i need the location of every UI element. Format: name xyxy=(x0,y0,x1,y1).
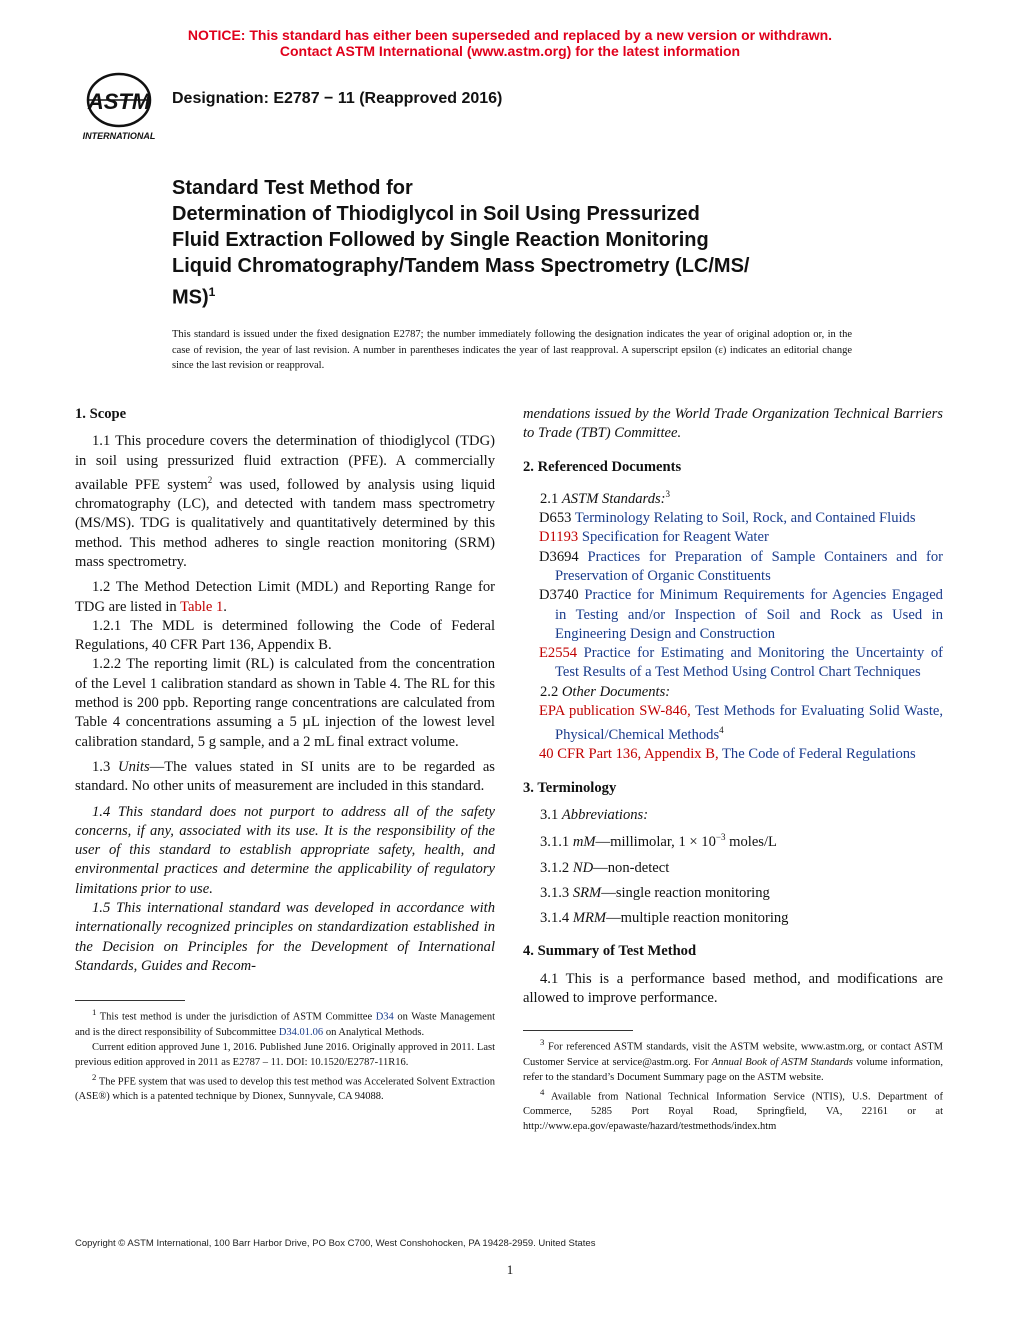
term-mrm: 3.1.4 MRM—multiple reaction monitoring xyxy=(540,910,789,927)
para-1-5-continued: mendations issued by the World Trade Organization Technical Barriers to Trade (TBT) Committee. xyxy=(523,406,943,442)
title-line-1: Standard Test Method for xyxy=(172,177,413,199)
ref-d3740[interactable]: D3740 Practice for Minimum Requirements for Agencies Engaged in Testing and/or Inspection of Soil and Rock as Used in Engineering Design and Construction xyxy=(539,587,943,642)
footnote-4: $^4$ Available from National Technical Information Service (NTIS), U.S. Department of Commerce, 5285 Port Royal Road, Springfield, VA, 22161 or at http://www.epa.gov/epawaste/hazard/testmethods/index.htm xyxy=(523,1086,943,1133)
para-1-1: 1.1 This procedure covers the determination of thiodiglycol (TDG) in soil using pressurized fluid extraction (PFE). A commercially available PFE system$^2$ was used, followed by analysis using liquid chromatography (LC), and detected with tandem mass spectrometry (MS/MS). TDG is qualitatively and quantitatively determined by this method. This method adheres to single reaction monitoring (SRM) mass spectrometry. xyxy=(75,433,495,570)
footnote-1: $^1$ This test method is under the jurisdiction of ASTM Committee D34 on Waste Management and is the direct responsibility of Subcommittee D34.01.06 on Analytical Methods. xyxy=(75,1007,495,1038)
ref-d1193[interactable]: D1193 Specification for Reagent Water xyxy=(539,529,769,546)
page-number: 1 xyxy=(506,1262,514,1277)
right-column xyxy=(523,405,943,1134)
para-1-2-1: 1.2.1 The MDL is determined following the Code of Federal Regulations, 40 CFR Part 136, Appendix B. xyxy=(75,617,495,654)
section-1-heading: 1. Scope xyxy=(75,406,127,422)
term-mm: 3.1.1 mM—millimolar, $1 \times 10^{-3}$ moles/L xyxy=(540,832,777,851)
term-srm: 3.1.3 SRM—single reaction monitoring xyxy=(540,884,770,901)
astm-standards-label: 2.1 ASTM Standards:$^3$ xyxy=(540,488,671,507)
footnote-2: $^2$ The PFE system that was used to develop this test method was Accelerated Solvent Extraction (ASE®) which is a patented technique by Dionex, Sunnyvale, CA 94088. xyxy=(75,1071,495,1103)
other-documents-label: 2.2 Other Documents: xyxy=(540,683,671,700)
ref-d3694[interactable]: D3694 Practices for Preparation of Sample Containers and for Preservation of Organic Constituents xyxy=(539,548,943,584)
term-nd: 3.1.2 ND—non-detect xyxy=(540,859,670,876)
footnote-1-edition: Current edition approved June 1, 2016. Published June 2016. Originally approved in 2011. Last previous edition approved in 2011 as E2787 – 11. DOI: 10.1520/E2787-11R16. xyxy=(75,1041,495,1068)
footnote-3: $^3$ For referenced ASTM standards, visit the ASTM website, www.astm.org, or contact ASTM Customer Service at service@astm.org. For Annual Book of ASTM Standards volume information, refer to the standard’s Document Summary page on the ASTM website. xyxy=(523,1037,943,1083)
para-4-1: 4.1 This is a performance based method, and modifications are allowed to improve performance. xyxy=(523,970,943,1006)
astm-logo-mark xyxy=(78,72,160,142)
section-2-heading: 2. Referenced Documents xyxy=(523,458,682,475)
section-3-heading: 3. Terminology xyxy=(523,779,617,796)
para-1-2-2: 1.2.2 The reporting limit (RL) is calculated from the concentration of the Level 1 calibration standard as shown in Table 4. The RL for this method is 200 ppb. Reporting range concentrations are calculated from Table 4 concentrations assuming a 5 µL injection of the lowest level calibration standard, 5 g sample, and a 2 mL final extract volume. xyxy=(75,656,495,750)
ref-epa-sw846[interactable]: EPA publication SW-846, Test Methods for Evaluating Solid Waste, Physical/Chemical Methods$^4$ xyxy=(539,703,943,744)
ref-40cfr136[interactable]: 40 CFR Part 136, Appendix B, The Code of Federal Regulations xyxy=(539,746,916,763)
ref-e2554[interactable]: E2554 Practice for Estimating and Monitoring the Uncertainty of Test Results of a Test Method Using Control Chart Techniques xyxy=(539,645,943,681)
section-4-heading: 4. Summary of Test Method xyxy=(523,943,697,960)
title-line-5: MS) xyxy=(172,286,209,309)
withdrawal-notice xyxy=(0,27,1020,59)
notice-line-2: Contact ASTM International (www.astm.org) for the latest information xyxy=(279,43,741,59)
notice-line-1: NOTICE: This standard has either been superseded and replaced by a new version or withdrawn. xyxy=(187,27,833,43)
d34-link[interactable]: D34 xyxy=(375,1011,394,1023)
para-1-2: 1.2 The Method Detection Limit (MDL) and Reporting Range for TDG are listed in Table 1. xyxy=(75,579,495,615)
astm-logo xyxy=(78,72,160,142)
abbreviations-label: 3.1 Abbreviations: xyxy=(540,807,649,824)
d34-01-06-link[interactable]: D34.01.06 xyxy=(278,1026,324,1038)
designation: Designation: E2787 − 11 (Reapproved 2016) xyxy=(172,90,503,107)
ref-d653[interactable]: D653 Terminology Relating to Soil, Rock, and Contained Fluids xyxy=(539,510,916,527)
para-1-4: 1.4 This standard does not purport to address all of the safety concerns, if any, associated with its use. It is the responsibility of the user of this standard to establish appropriate safety, health, and environmental practices and determine the applicability of regulatory limitations prior to use. xyxy=(75,803,495,897)
logo-letters: ASTM xyxy=(87,89,151,114)
para-1-3: 1.3 Units—The values stated in SI units are to be regarded as standard. No other units of measurement are included in this standard. xyxy=(75,758,495,795)
logo-label: INTERNATIONAL xyxy=(82,131,156,141)
copyright-footer: Copyright © ASTM International, 100 Barr Harbor Drive, PO Box C700, West Conshohocken, PA 19428-2959. United States xyxy=(75,1238,596,1249)
title-line-3: Fluid Extraction Followed by Single Reaction Monitoring xyxy=(172,229,709,251)
title-line-4: Liquid Chromatography/Tandem Mass Spectrometry (LC/MS/ xyxy=(172,255,750,277)
left-column xyxy=(75,405,495,1104)
table-1-link[interactable]: Table 1 xyxy=(180,598,224,615)
para-1-5: 1.5 This international standard was developed in accordance with internationally recognized principles on standardization established in the Decision on Principles for the Development of International Standards, Guides and Recom- xyxy=(75,899,495,974)
preface-note: This standard is issued under the fixed designation E2787; the number immediately following the designation indicates the year of original adoption or, in the case of revision, the year of last revision. A number in parentheses indicates the year of last reapproval. A superscript epsilon (ε) indicates an editorial change since the last revision or reapproval. xyxy=(172,329,852,371)
title-footnote-mark: 1 xyxy=(208,285,216,299)
document-title xyxy=(172,175,892,311)
title-line-2: Determination of Thiodiglycol in Soil Using Pressurized xyxy=(172,203,700,225)
